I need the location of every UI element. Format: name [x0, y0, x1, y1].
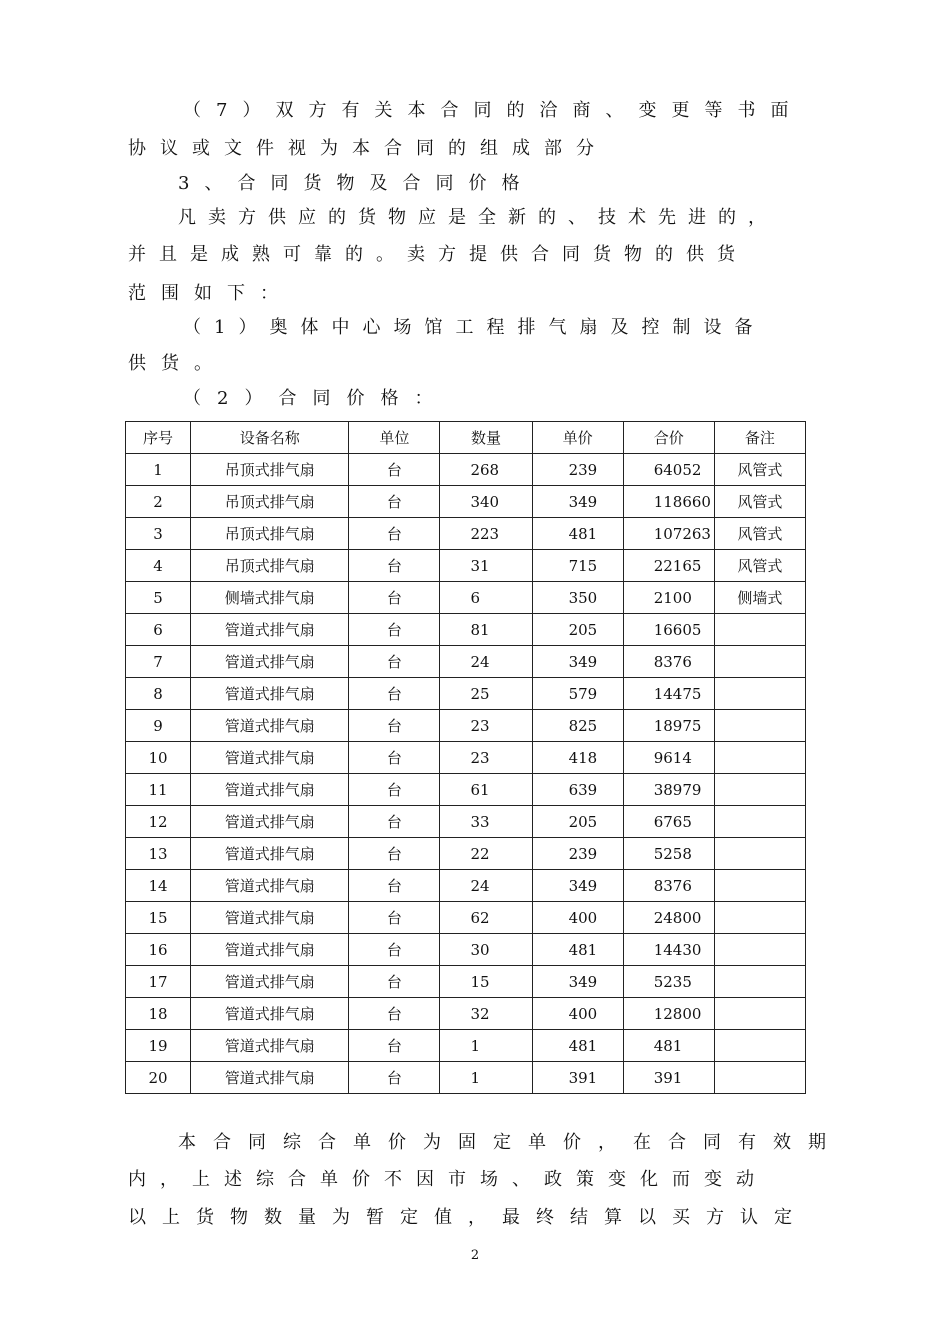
quantity-cell: 340: [440, 486, 532, 518]
remark-cell: [714, 838, 805, 870]
quantity-cell: 22: [440, 838, 532, 870]
table-row: [126, 838, 806, 870]
row-number-cell: 1: [126, 454, 191, 486]
total-price-cell: 2100: [623, 582, 714, 614]
table-row: [126, 774, 806, 806]
unit-cell: 台: [349, 870, 440, 902]
remark-cell: [714, 966, 805, 998]
unit-price-cell: 481: [532, 518, 623, 550]
paragraph-line: （1）奥体中心场馆工程排气扇及控制设备: [183, 317, 766, 338]
quantity-cell: 31: [440, 550, 532, 582]
remark-cell: [714, 646, 805, 678]
paragraph-line: （2）合同价格：: [183, 388, 449, 409]
table-row: [126, 998, 806, 1030]
table-row: [126, 1030, 806, 1062]
remark-cell: [714, 774, 805, 806]
total-price-cell: 6765: [623, 806, 714, 838]
unit-cell: 台: [349, 550, 440, 582]
unit-price-cell: 825: [532, 710, 623, 742]
unit-cell: 台: [349, 966, 440, 998]
row-number-cell: 13: [126, 838, 191, 870]
equipment-name-cell: 吊顶式排气扇: [191, 518, 349, 550]
table-row: [126, 1062, 806, 1094]
total-price-cell: 64052: [623, 454, 714, 486]
paragraph-line: 内，上述综合单价不因市场、政策变化而变动: [128, 1169, 768, 1190]
paragraph-line: 范围如下：: [128, 283, 293, 304]
quantity-cell: 24: [440, 646, 532, 678]
row-number-cell: 3: [126, 518, 191, 550]
unit-price-cell: 481: [532, 934, 623, 966]
table-row: [126, 550, 806, 582]
quantity-cell: 33: [440, 806, 532, 838]
page-number: 2: [470, 1248, 480, 1263]
remark-cell: 风管式: [714, 550, 805, 582]
quantity-cell: 25: [440, 678, 532, 710]
remark-cell: [714, 614, 805, 646]
row-number-cell: 17: [126, 966, 191, 998]
equipment-name-cell: 侧墙式排气扇: [191, 582, 349, 614]
table-row: [126, 742, 806, 774]
table-row: [126, 614, 806, 646]
quantity-cell: 81: [440, 614, 532, 646]
unit-cell: 台: [349, 934, 440, 966]
row-number-cell: 8: [126, 678, 191, 710]
unit-price-cell: 239: [532, 838, 623, 870]
quantity-cell: 61: [440, 774, 532, 806]
equipment-name-cell: 管道式排气扇: [191, 678, 349, 710]
unit-cell: 台: [349, 902, 440, 934]
unit-price-cell: 715: [532, 550, 623, 582]
equipment-name-cell: 吊顶式排气扇: [191, 550, 349, 582]
equipment-name-cell: 吊顶式排气扇: [191, 454, 349, 486]
remark-cell: [714, 742, 805, 774]
unit-cell: 台: [349, 582, 440, 614]
unit-cell: 台: [349, 486, 440, 518]
table-header-row: [126, 422, 806, 454]
quantity-cell: 6: [440, 582, 532, 614]
table-row: [126, 934, 806, 966]
unit-price-cell: 391: [532, 1062, 623, 1094]
row-number-cell: 15: [126, 902, 191, 934]
equipment-name-cell: 管道式排气扇: [191, 806, 349, 838]
unit-price-cell: 418: [532, 742, 623, 774]
row-number-cell: 7: [126, 646, 191, 678]
table-row: [126, 518, 806, 550]
header-cell: 单位: [349, 422, 440, 454]
unit-cell: 台: [349, 710, 440, 742]
table-row: [126, 870, 806, 902]
remark-cell: [714, 806, 805, 838]
remark-cell: [714, 998, 805, 1030]
table-row: [126, 454, 806, 486]
table-row: [126, 582, 806, 614]
total-price-cell: 14475: [623, 678, 714, 710]
paragraph-line: 以上货物数量为暂定值，最终结算以买方认定: [128, 1207, 808, 1228]
total-price-cell: 9614: [623, 742, 714, 774]
equipment-name-cell: 管道式排气扇: [191, 710, 349, 742]
row-number-cell: 5: [126, 582, 191, 614]
row-number-cell: 12: [126, 806, 191, 838]
remark-cell: 风管式: [714, 518, 805, 550]
paragraph-line: 凡卖方供应的货物应是全新的、技术先进的，: [178, 207, 778, 228]
unit-cell: 台: [349, 774, 440, 806]
remark-cell: [714, 870, 805, 902]
equipment-name-cell: 管道式排气扇: [191, 774, 349, 806]
total-price-cell: 118660: [623, 486, 714, 518]
equipment-name-cell: 管道式排气扇: [191, 646, 349, 678]
unit-cell: 台: [349, 454, 440, 486]
total-price-cell: 38979: [623, 774, 714, 806]
equipment-name-cell: 管道式排气扇: [191, 902, 349, 934]
quantity-cell: 23: [440, 710, 532, 742]
unit-price-cell: 349: [532, 966, 623, 998]
table-row: [126, 646, 806, 678]
row-number-cell: 2: [126, 486, 191, 518]
remark-cell: [714, 710, 805, 742]
paragraph-line: 并且是成熟可靠的。卖方提供合同货物的供货: [128, 244, 748, 265]
unit-price-cell: 579: [532, 678, 623, 710]
unit-price-cell: 205: [532, 614, 623, 646]
row-number-cell: 6: [126, 614, 191, 646]
table-row: [126, 902, 806, 934]
row-number-cell: 19: [126, 1030, 191, 1062]
row-number-cell: 11: [126, 774, 191, 806]
unit-price-cell: 481: [532, 1030, 623, 1062]
unit-cell: 台: [349, 1062, 440, 1094]
equipment-name-cell: 管道式排气扇: [191, 998, 349, 1030]
unit-price-cell: 349: [532, 646, 623, 678]
header-cell: 数量: [440, 422, 532, 454]
equipment-name-cell: 管道式排气扇: [191, 742, 349, 774]
quantity-cell: 1: [440, 1030, 532, 1062]
remark-cell: [714, 678, 805, 710]
equipment-name-cell: 管道式排气扇: [191, 1030, 349, 1062]
paragraph-line: 协议或文件视为本合同的组成部分: [128, 138, 608, 159]
remark-cell: 风管式: [714, 486, 805, 518]
section-heading: 3、合同货物及合同价格: [178, 173, 535, 194]
total-price-cell: 8376: [623, 870, 714, 902]
equipment-name-cell: 管道式排气扇: [191, 838, 349, 870]
quantity-cell: 30: [440, 934, 532, 966]
row-number-cell: 14: [126, 870, 191, 902]
paragraph-line: 供货。: [128, 353, 227, 374]
header-cell: 合价: [623, 422, 714, 454]
unit-cell: 台: [349, 678, 440, 710]
quantity-cell: 1: [440, 1062, 532, 1094]
row-number-cell: 4: [126, 550, 191, 582]
total-price-cell: 391: [623, 1062, 714, 1094]
equipment-name-cell: 管道式排气扇: [191, 934, 349, 966]
remark-cell: [714, 934, 805, 966]
unit-cell: 台: [349, 742, 440, 774]
header-cell: 备注: [714, 422, 805, 454]
total-price-cell: 12800: [623, 998, 714, 1030]
row-number-cell: 18: [126, 998, 191, 1030]
table-row: [126, 486, 806, 518]
unit-cell: 台: [349, 1030, 440, 1062]
total-price-cell: 5235: [623, 966, 714, 998]
table-row: [126, 806, 806, 838]
unit-cell: 台: [349, 646, 440, 678]
remark-cell: [714, 1062, 805, 1094]
header-cell: 单价: [532, 422, 623, 454]
unit-price-cell: 400: [532, 998, 623, 1030]
remark-cell: [714, 1030, 805, 1062]
total-price-cell: 22165: [623, 550, 714, 582]
unit-cell: 台: [349, 518, 440, 550]
table-row: [126, 966, 806, 998]
total-price-cell: 481: [623, 1030, 714, 1062]
equipment-name-cell: 管道式排气扇: [191, 1062, 349, 1094]
total-price-cell: 16605: [623, 614, 714, 646]
unit-cell: 台: [349, 806, 440, 838]
row-number-cell: 16: [126, 934, 191, 966]
equipment-name-cell: 管道式排气扇: [191, 966, 349, 998]
equipment-name-cell: 吊顶式排气扇: [191, 486, 349, 518]
unit-price-cell: 205: [532, 806, 623, 838]
quantity-cell: 23: [440, 742, 532, 774]
equipment-name-cell: 管道式排气扇: [191, 614, 349, 646]
unit-cell: 台: [349, 998, 440, 1030]
total-price-cell: 107263: [623, 518, 714, 550]
unit-cell: 台: [349, 838, 440, 870]
quantity-cell: 15: [440, 966, 532, 998]
row-number-cell: 9: [126, 710, 191, 742]
remark-cell: 侧墙式: [714, 582, 805, 614]
header-cell: 序号: [126, 422, 191, 454]
unit-price-cell: 349: [532, 870, 623, 902]
total-price-cell: 18975: [623, 710, 714, 742]
row-number-cell: 20: [126, 1062, 191, 1094]
total-price-cell: 8376: [623, 646, 714, 678]
paragraph-line: （7）双方有关本合同的洽商、变更等书面: [183, 100, 804, 121]
unit-price-cell: 239: [532, 454, 623, 486]
total-price-cell: 14430: [623, 934, 714, 966]
header-cell: 设备名称: [191, 422, 349, 454]
quantity-cell: 32: [440, 998, 532, 1030]
unit-price-cell: 400: [532, 902, 623, 934]
table-row: [126, 678, 806, 710]
quantity-cell: 62: [440, 902, 532, 934]
equipment-name-cell: 管道式排气扇: [191, 870, 349, 902]
remark-cell: 风管式: [714, 454, 805, 486]
remark-cell: [714, 902, 805, 934]
unit-price-cell: 350: [532, 582, 623, 614]
unit-price-cell: 349: [532, 486, 623, 518]
total-price-cell: 5258: [623, 838, 714, 870]
unit-price-cell: 639: [532, 774, 623, 806]
goods-price-table: [125, 421, 806, 1094]
quantity-cell: 268: [440, 454, 532, 486]
row-number-cell: 10: [126, 742, 191, 774]
total-price-cell: 24800: [623, 902, 714, 934]
quantity-cell: 223: [440, 518, 532, 550]
quantity-cell: 24: [440, 870, 532, 902]
paragraph-line: 本合同综合单价为固定单价，在合同有效期: [178, 1132, 843, 1153]
table-row: [126, 710, 806, 742]
unit-cell: 台: [349, 614, 440, 646]
